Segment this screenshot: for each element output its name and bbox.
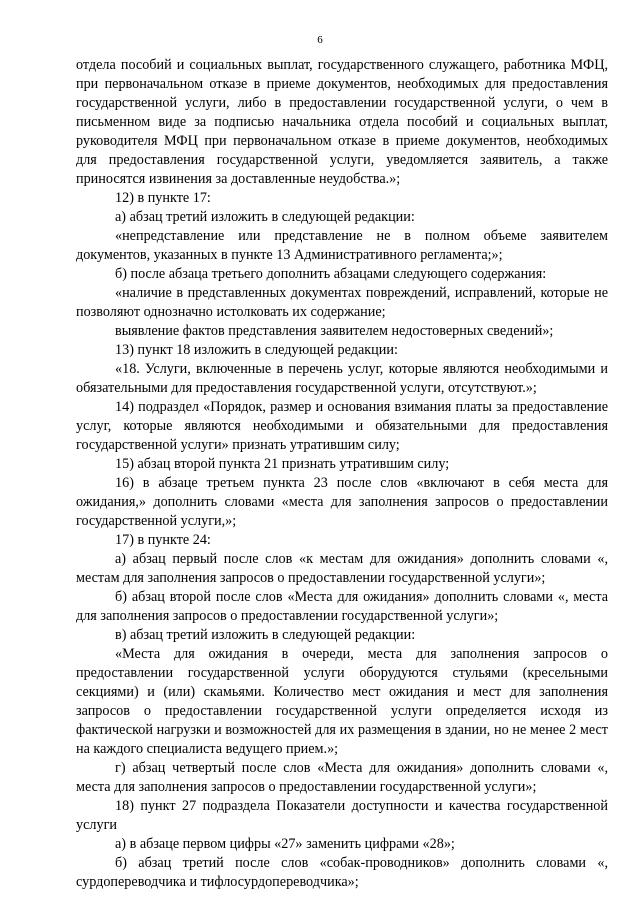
paragraph: г) абзац четвертый после слов «Места для ожидания» дополнить словами «, места для заполнения запросов о предоставлении государственной услуги»; (76, 760, 608, 795)
paragraph: 14) подраздел «Порядок, размер и основания взимания платы за предоставление услуг, которые являются необходимыми и обязательными для предоставления государственной услуги» признать утратившим силу; (76, 399, 608, 453)
paragraph: выявление фактов представления заявителем недостоверных сведений»; (115, 323, 554, 339)
paragraph: а) в абзаце первом цифры «27» заменить цифрами «28»; (115, 836, 455, 852)
paragraph: 18) пункт 27 подраздела Показатели доступности и качества государственной услуги (76, 798, 608, 833)
paragraph: 15) абзац второй пункта 21 признать утратившим силу; (115, 456, 450, 472)
paragraph: 17) в пункте 24: (115, 532, 211, 548)
paragraph: а) абзац третий изложить в следующей редакции: (115, 209, 415, 225)
paragraph: 13) пункт 18 изложить в следующей редакции: (115, 342, 398, 358)
paragraph: в) абзац третий изложить в следующей редакции: (115, 627, 416, 643)
paragraph: «Места для ожидания в очереди, места для заполнения запросов о предоставлении государственной услуги оборудуются стульями (кресельными секциями) и (или) скамьями. Количество мест ожидания и мест для заполнения запросов о предоставлении государственной услуги определяется исходя из фактической нагрузки и возможностей для их размещения в здании, но не менее 2 мест на каждого специалиста ведущего прием.»; (76, 646, 608, 757)
paragraph: «18. Услуги, включенные в перечень услуг, которые являются необходимыми и обязательными для предоставления государственной услуги, отсутствуют.»; (76, 361, 608, 396)
paragraph: отдела пособий и социальных выплат, государственного служащего, работника МФЦ, при первоначальном отказе в приеме документов, необходимых для предоставления государственной услуги, либо в предоставлении государственной услуги, о чем в письменном виде за подписью начальника отдела пособий и социальных выплат, руководителя МФЦ при первоначальном отказе в приеме документов, необходимых для предоставления государственной услуги, уведомляется заявитель, а также приносятся извинения за доставленные неудобства.»; (76, 57, 608, 187)
paragraph: «наличие в представленных документах повреждений, исправлений, которые не позволяют однозначно истолковать их содержание; (76, 285, 608, 320)
paragraph: б) абзац третий после слов «собак-проводников» дополнить словами «, сурдопереводчика и тифлосурдопереводчика»; (76, 855, 608, 890)
paragraph: «непредставление или представление не в полном объеме заявителем документов, указанных в пункте 13 Административного регламента;»; (76, 228, 608, 263)
paragraph: 12) в пункте 17: (115, 190, 211, 206)
document-body (76, 56, 608, 892)
paragraph: а) абзац первый после слов «к местам для ожидания» дополнить словами «, местам для заполнения запросов о предоставлении государственной услуги»; (76, 551, 608, 586)
paragraph: 16) в абзаце третьем пункта 23 после слов «включают в себя места для ожидания,» дополнить словами «места для заполнения запросов о предоставлении государственной услуги,»; (76, 475, 608, 529)
page-number: 6 (317, 34, 323, 46)
paragraph: б) после абзаца третьего дополнить абзацами следующего содержания: (115, 266, 547, 282)
paragraph: б) абзац второй после слов «Места для ожидания» дополнить словами «, места для заполнения запросов о предоставлении государственной услуги»; (76, 589, 608, 624)
